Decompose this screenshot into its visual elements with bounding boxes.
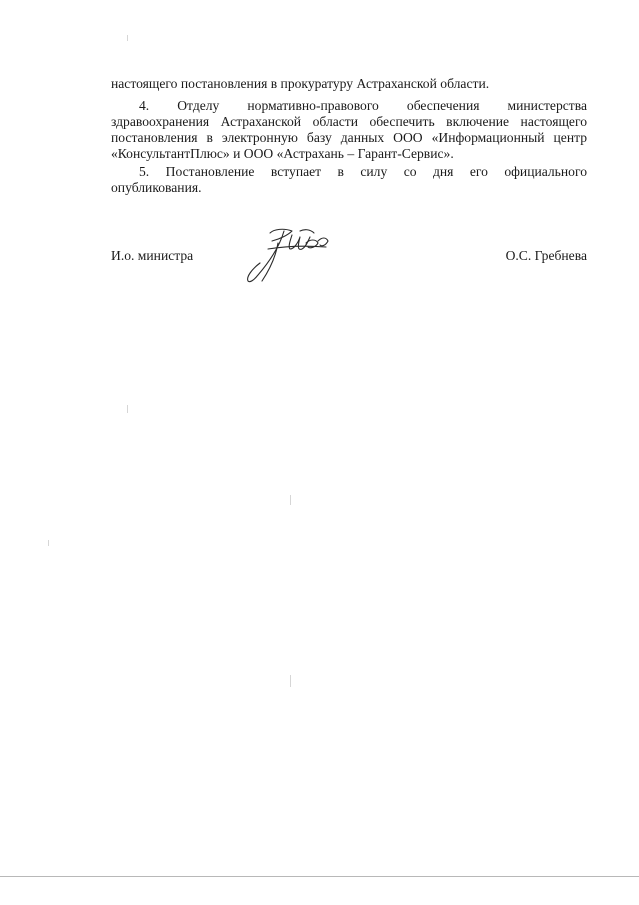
paragraph-continuation — [111, 76, 587, 92]
scan-artifact — [290, 495, 291, 505]
scan-artifact — [127, 405, 128, 413]
text-line: «КонсультантПлюс» и ООО «Астрахань – Гарант-Сервис». — [111, 146, 454, 161]
scan-artifact — [290, 675, 291, 687]
text-line: настоящего постановления в прокуратуру Астраханской области. — [111, 76, 490, 91]
text-line: опубликования. — [111, 180, 202, 195]
scan-artifact — [127, 35, 128, 41]
handwritten-signature-icon — [240, 225, 335, 287]
paragraph-5 — [111, 164, 587, 196]
page-bottom-rule — [0, 876, 639, 877]
signature-row — [111, 248, 587, 268]
signatory-name: О.С. Гребнева — [505, 248, 587, 263]
text-line: 4. Отделу нормативно-правового обеспечения министерства — [139, 98, 587, 113]
paragraph-4 — [111, 98, 587, 162]
text-line: постановления в электронную базу данных ООО «Информационный центр — [111, 130, 587, 145]
text-line: 5. Постановление вступает в силу со дня его официального — [139, 164, 587, 179]
signatory-title: И.о. министра — [111, 248, 194, 263]
text-line: здравоохранения Астраханской области обеспечить включение настоящего — [111, 114, 587, 129]
scan-artifact — [48, 540, 49, 546]
